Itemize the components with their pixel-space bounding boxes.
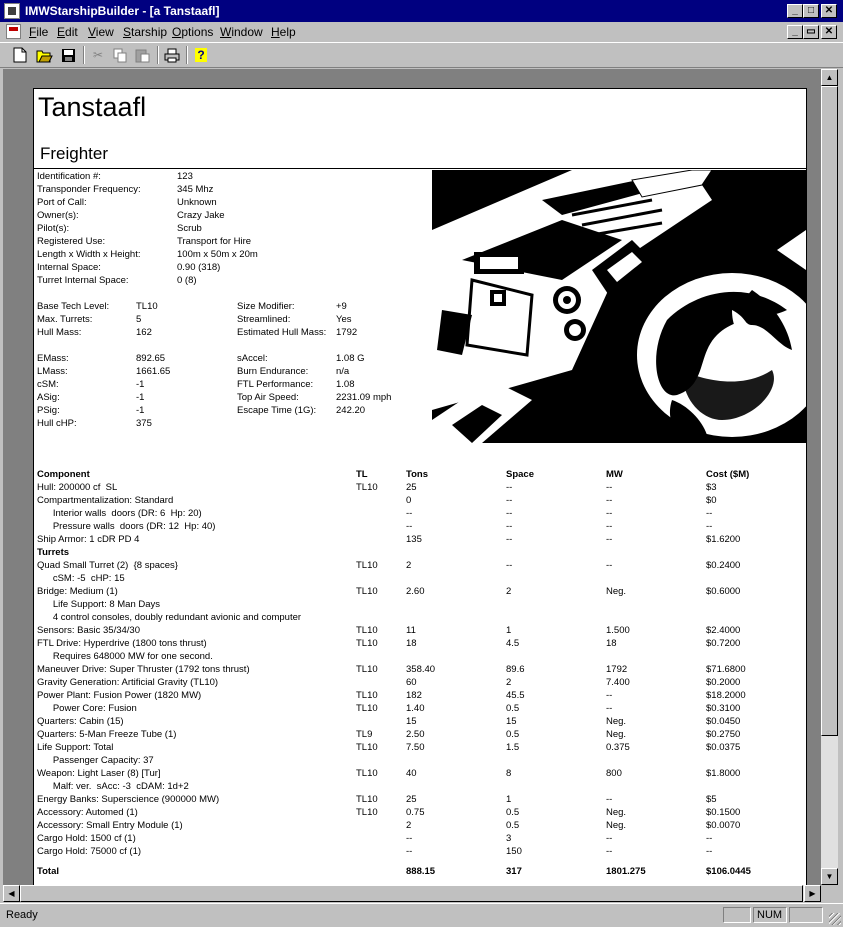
document-icon[interactable] <box>6 24 21 39</box>
table-header: MW <box>606 469 623 480</box>
component-cell: Power Plant: Fusion Power (1820 MW) <box>37 690 202 701</box>
resize-grip[interactable] <box>829 913 841 925</box>
menu-item-accelerator: F <box>29 25 37 39</box>
stat-value: 892.65 <box>136 353 166 364</box>
stat-label: Base Tech Level: <box>37 301 110 312</box>
mw-cell: -- <box>606 508 613 519</box>
total-space-cell: 317 <box>506 866 522 877</box>
identity-value: Transport for Hire <box>177 236 252 247</box>
table-header: Tons <box>406 469 428 480</box>
copy-icon[interactable] <box>110 46 130 64</box>
space-cell: 2 <box>506 677 512 688</box>
mw-cell: -- <box>606 495 613 506</box>
toolbar-separator <box>83 46 85 64</box>
save-icon[interactable] <box>58 46 78 64</box>
tl-cell: TL9 <box>356 729 373 740</box>
tons-cell: 135 <box>406 534 422 545</box>
tons-cell: 0.75 <box>406 807 425 818</box>
scroll-down-button[interactable]: ▼ <box>821 868 838 885</box>
component-cell: Life Support: 8 Man Days <box>37 599 161 610</box>
cost-cell: -- <box>706 833 713 844</box>
status-panel <box>723 907 751 923</box>
space-cell: 0.5 <box>506 807 520 818</box>
tons-cell: 11 <box>406 625 416 636</box>
component-cell: Cargo Hold: 1500 cf (1) <box>37 833 136 844</box>
space-cell: -- <box>506 560 513 571</box>
identity-label: Owner(s): <box>37 210 79 221</box>
tl-cell: TL10 <box>356 742 378 753</box>
space-cell: 45.5 <box>506 690 525 701</box>
stat-value: 162 <box>136 327 152 338</box>
mw-cell: -- <box>606 521 613 532</box>
total-tons-cell: 888.15 <box>406 866 436 877</box>
stat-value: -1 <box>136 379 145 390</box>
tl-cell: TL10 <box>356 794 378 805</box>
stat-label: PSig: <box>37 405 60 416</box>
identity-label: Port of Call: <box>37 197 87 208</box>
component-cell: Passenger Capacity: 37 <box>37 755 154 766</box>
tons-cell: 18 <box>406 638 417 649</box>
cost-cell: $0.0070 <box>706 820 741 831</box>
identity-label: Internal Space: <box>37 262 101 273</box>
menu-item[interactable] <box>172 25 213 39</box>
horizontal-scroll-thumb[interactable] <box>20 885 803 902</box>
identity-value: Scrub <box>177 223 202 234</box>
component-cell: Bridge: Medium (1) <box>37 586 118 597</box>
space-cell: 1 <box>506 625 512 636</box>
total-cost-cell: $106.0445 <box>706 866 751 877</box>
tl-cell: TL10 <box>356 625 378 636</box>
menu-item-accelerator: W <box>220 25 232 39</box>
stat-value: Yes <box>336 314 352 325</box>
cost-cell: $0 <box>706 495 717 506</box>
cost-cell: $5 <box>706 794 717 805</box>
horizontal-scrollbar[interactable] <box>3 885 821 902</box>
menu-item-accelerator: S <box>123 25 132 39</box>
space-cell: 0.5 <box>506 703 520 714</box>
table-header: TL <box>356 469 368 480</box>
component-cell: Accessory: Automed (1) <box>37 807 138 818</box>
ship-class: Freighter <box>40 144 109 163</box>
menu-item[interactable] <box>123 25 167 39</box>
tons-cell: -- <box>406 508 413 519</box>
identity-value: Unknown <box>177 197 217 208</box>
doc-minimize-button[interactable]: _ <box>787 25 803 39</box>
toolbar <box>0 42 843 68</box>
starship-sheet <box>33 88 807 886</box>
component-cell: Requires 648000 MW for one second. <box>37 651 213 662</box>
menu-item[interactable] <box>29 25 48 39</box>
stat-value: 1661.65 <box>136 366 171 377</box>
cost-cell: $1.6200 <box>706 534 741 545</box>
mw-cell: 7.400 <box>606 677 630 688</box>
stat-value: 2231.09 mph <box>336 392 392 403</box>
stat-label: cSM: <box>37 379 59 390</box>
stat-value: TL10 <box>136 301 158 312</box>
stat-label: Escape Time (1G): <box>237 405 317 416</box>
mw-cell: Neg. <box>606 586 627 597</box>
help-icon[interactable]: ? <box>197 48 205 62</box>
menu-item-accelerator: V <box>88 25 96 39</box>
stat-value: 375 <box>136 418 152 429</box>
mw-cell: -- <box>606 534 613 545</box>
component-cell: Interior walls doors (DR: 6 Hp: 20) <box>37 508 202 519</box>
space-cell: -- <box>506 508 513 519</box>
ship-illustration <box>432 170 806 443</box>
table-header: Space <box>506 469 534 480</box>
num-lock-indicator: NUM <box>753 907 787 923</box>
stat-value: 1792 <box>336 327 358 338</box>
stat-value: 1.08 <box>336 379 355 390</box>
component-cell: Turrets <box>37 547 70 558</box>
menu-bar <box>0 22 843 42</box>
component-cell: 4 control consoles, doubly redundant avionic and computer <box>37 612 302 623</box>
cost-cell: $0.2750 <box>706 729 741 740</box>
cost-cell: $0.3100 <box>706 703 741 714</box>
tons-cell: -- <box>406 846 413 857</box>
menu-item-accelerator: E <box>57 25 66 39</box>
cost-cell: $0.7200 <box>706 638 741 649</box>
stat-label: LMass: <box>37 366 68 377</box>
tons-cell: 60 <box>406 677 417 688</box>
tl-cell: TL10 <box>356 807 378 818</box>
space-cell: 1 <box>506 794 512 805</box>
cost-cell: $0.0450 <box>706 716 741 727</box>
print-icon[interactable] <box>162 46 182 64</box>
menu-item-label: iew <box>95 25 114 39</box>
menu-item[interactable] <box>57 25 78 39</box>
minimize-button[interactable]: _ <box>787 4 803 18</box>
scroll-right-button[interactable]: ▶ <box>804 885 821 902</box>
space-cell: 2 <box>506 586 512 597</box>
component-cell: Accessory: Small Entry Module (1) <box>37 820 183 831</box>
tl-cell: TL10 <box>356 638 378 649</box>
scroll-left-button[interactable]: ◀ <box>3 885 20 902</box>
stat-label: sAccel: <box>237 353 268 364</box>
identity-value: 100m x 50m x 20m <box>177 249 258 260</box>
space-cell: 150 <box>506 846 522 857</box>
tons-cell: 2 <box>406 820 412 831</box>
close-button[interactable]: ✕ <box>821 4 837 18</box>
menu-item-accelerator: O <box>172 25 182 39</box>
table-header: Cost ($M) <box>706 469 750 480</box>
tl-cell: TL10 <box>356 703 378 714</box>
stat-label: ASig: <box>37 392 60 403</box>
component-cell: Gravity Generation: Artificial Gravity (TL10) <box>37 677 219 688</box>
mw-cell: -- <box>606 560 613 571</box>
cost-cell: -- <box>706 508 713 519</box>
component-cell: Quarters: 5-Man Freeze Tube (1) <box>37 729 177 740</box>
maximize-button[interactable]: □ <box>803 4 819 18</box>
space-cell: -- <box>506 482 513 493</box>
tl-cell: TL10 <box>356 768 378 779</box>
identity-label: Identification #: <box>37 171 101 182</box>
identity-value: 0 (8) <box>177 275 197 286</box>
stat-value: -1 <box>136 405 145 416</box>
identity-label: Registered Use: <box>37 236 106 247</box>
tons-cell: 0 <box>406 495 412 506</box>
mw-cell: Neg. <box>606 807 627 818</box>
cost-cell: $2.4000 <box>706 625 741 636</box>
identity-value: Crazy Jake <box>177 210 225 221</box>
space-cell: 3 <box>506 833 512 844</box>
mw-cell: -- <box>606 703 613 714</box>
component-cell: Hull: 200000 cf SL <box>37 482 118 493</box>
total-mw-cell: 1801.275 <box>606 866 646 877</box>
menu-item-label: dit <box>65 25 78 39</box>
identity-value: 0.90 (318) <box>177 262 221 273</box>
tons-cell: 15 <box>406 716 417 727</box>
stat-value: 1.08 G <box>336 353 365 364</box>
stat-label: Estimated Hull Mass: <box>237 327 327 338</box>
tons-cell: 358.40 <box>406 664 436 675</box>
tons-cell: -- <box>406 521 413 532</box>
component-cell: Ship Armor: 1 cDR PD 4 <box>37 534 140 545</box>
component-cell: Malf: ver. sAcc: -3 cDAM: 1d+2 <box>37 781 189 792</box>
menu-item-label: ile <box>36 25 49 39</box>
title-bar <box>0 0 843 22</box>
space-cell: 0.5 <box>506 820 520 831</box>
tons-cell: 182 <box>406 690 422 701</box>
stat-value: 242.20 <box>336 405 366 416</box>
mw-cell: -- <box>606 690 613 701</box>
space-cell: -- <box>506 495 513 506</box>
component-cell: Cargo Hold: 75000 cf (1) <box>37 846 142 857</box>
space-cell: 15 <box>506 716 517 727</box>
mw-cell: Neg. <box>606 729 627 740</box>
tons-cell: 40 <box>406 768 417 779</box>
tl-cell: TL10 <box>356 586 378 597</box>
stat-label: Top Air Speed: <box>237 392 299 403</box>
toolbar-separator <box>157 46 159 64</box>
menu-item-label: elp <box>279 25 296 39</box>
stat-label: Burn Endurance: <box>237 366 309 377</box>
tons-cell: -- <box>406 833 413 844</box>
component-cell: Compartmentalization: Standard <box>37 495 174 506</box>
menu-item[interactable] <box>220 25 263 39</box>
identity-label: Turret Internal Space: <box>37 275 129 286</box>
component-cell: Power Core: Fusion <box>37 703 137 714</box>
mw-cell: 18 <box>606 638 617 649</box>
scroll-up-button[interactable]: ▲ <box>821 69 838 86</box>
mw-cell: 800 <box>606 768 622 779</box>
component-cell: Weapon: Light Laser (8) [Tur] <box>37 768 161 779</box>
tons-cell: 1.40 <box>406 703 425 714</box>
vertical-scrollbar[interactable] <box>821 69 838 885</box>
mw-cell: -- <box>606 833 613 844</box>
tons-cell: 25 <box>406 482 417 493</box>
space-cell: 0.5 <box>506 729 520 740</box>
stat-value: 5 <box>136 314 142 325</box>
doc-restore-button[interactable]: ▭ <box>803 25 819 39</box>
cost-cell: -- <box>706 846 713 857</box>
new-icon[interactable] <box>10 46 30 64</box>
tons-cell: 2.50 <box>406 729 425 740</box>
mw-cell: -- <box>606 482 613 493</box>
tl-cell: TL10 <box>356 482 378 493</box>
space-cell: -- <box>506 521 513 532</box>
paste-icon[interactable] <box>132 46 152 64</box>
cost-cell: $3 <box>706 482 717 493</box>
space-cell: 1.5 <box>506 742 520 753</box>
identity-value: 123 <box>177 171 193 182</box>
menu-item[interactable] <box>271 25 296 39</box>
app-icon[interactable] <box>4 3 20 19</box>
tons-cell: 2 <box>406 560 412 571</box>
stat-label: Hull Mass: <box>37 327 82 338</box>
cost-cell: $1.8000 <box>706 768 741 779</box>
component-cell: Energy Banks: Superscience (900000 MW) <box>37 794 220 805</box>
identity-value: 345 Mhz <box>177 184 214 195</box>
cost-cell: $0.2400 <box>706 560 741 571</box>
header-divider <box>34 168 806 169</box>
component-cell: cSM: -5 cHP: 15 <box>37 573 125 584</box>
space-cell: 89.6 <box>506 664 525 675</box>
stat-value: -1 <box>136 392 145 403</box>
stat-label: Max. Turrets: <box>37 314 93 325</box>
cost-cell: $0.1500 <box>706 807 741 818</box>
menu-item-label: tarship <box>131 25 168 39</box>
stat-value: n/a <box>336 366 350 377</box>
stat-label: Hull cHP: <box>37 418 77 429</box>
tl-cell: TL10 <box>356 664 378 675</box>
component-cell: FTL Drive: Hyperdrive (1800 tons thrust) <box>37 638 207 649</box>
identity-label: Pilot(s): <box>37 223 70 234</box>
tl-cell: TL10 <box>356 690 378 701</box>
component-cell: Pressure walls doors (DR: 12 Hp: 40) <box>37 521 216 532</box>
space-cell: 8 <box>506 768 512 779</box>
cost-cell: $71.6800 <box>706 664 746 675</box>
vertical-scroll-thumb[interactable] <box>821 86 838 736</box>
identity-label: Length x Width x Height: <box>37 249 141 260</box>
table-header: Component <box>37 469 90 480</box>
toolbar-separator <box>186 46 188 64</box>
status-bar <box>0 903 843 927</box>
total-component-cell: Total <box>37 866 59 877</box>
component-cell: Quad Small Turret (2) {8 spaces} <box>37 560 178 571</box>
menu-item-label: ptions <box>181 25 214 39</box>
ship-name: Tanstaafl <box>38 92 147 122</box>
cost-cell: $0.0375 <box>706 742 741 753</box>
cost-cell: -- <box>706 521 713 532</box>
tons-cell: 7.50 <box>406 742 425 753</box>
tons-cell: 2.60 <box>406 586 425 597</box>
identity-label: Transponder Frequency: <box>37 184 141 195</box>
mw-cell: Neg. <box>606 820 627 831</box>
cut-icon[interactable]: ✂ <box>92 48 104 62</box>
menu-item-accelerator: H <box>271 25 280 39</box>
stat-label: Size Modifier: <box>237 301 295 312</box>
cost-cell: $18.2000 <box>706 690 746 701</box>
mw-cell: 0.375 <box>606 742 630 753</box>
cost-cell: $0.6000 <box>706 586 741 597</box>
stat-value: +9 <box>336 301 347 312</box>
doc-close-button[interactable]: ✕ <box>821 25 837 39</box>
mw-cell: 1792 <box>606 664 628 675</box>
mw-cell: Neg. <box>606 716 627 727</box>
component-cell: Life Support: Total <box>37 742 114 753</box>
menu-item-label: indow <box>231 25 263 39</box>
tons-cell: 25 <box>406 794 417 805</box>
status-panel <box>789 907 823 923</box>
space-cell: 4.5 <box>506 638 520 649</box>
stat-label: FTL Performance: <box>237 379 314 390</box>
stat-label: Streamlined: <box>237 314 291 325</box>
open-icon[interactable] <box>34 46 54 64</box>
mw-cell: 1.500 <box>606 625 630 636</box>
stat-label: EMass: <box>37 353 69 364</box>
component-cell: Maneuver Drive: Super Thruster (1792 tons thrust) <box>37 664 250 675</box>
component-cell: Sensors: Basic 35/34/30 <box>37 625 140 636</box>
space-cell: -- <box>506 534 513 545</box>
menu-item[interactable] <box>88 25 114 39</box>
tl-cell: TL10 <box>356 560 378 571</box>
mw-cell: -- <box>606 794 613 805</box>
component-cell: Quarters: Cabin (15) <box>37 716 124 727</box>
cost-cell: $0.2000 <box>706 677 741 688</box>
status-text: Ready <box>6 909 38 921</box>
mw-cell: -- <box>606 846 613 857</box>
window-title: IMWStarshipBuilder - [a Tanstaafl] <box>25 4 220 18</box>
